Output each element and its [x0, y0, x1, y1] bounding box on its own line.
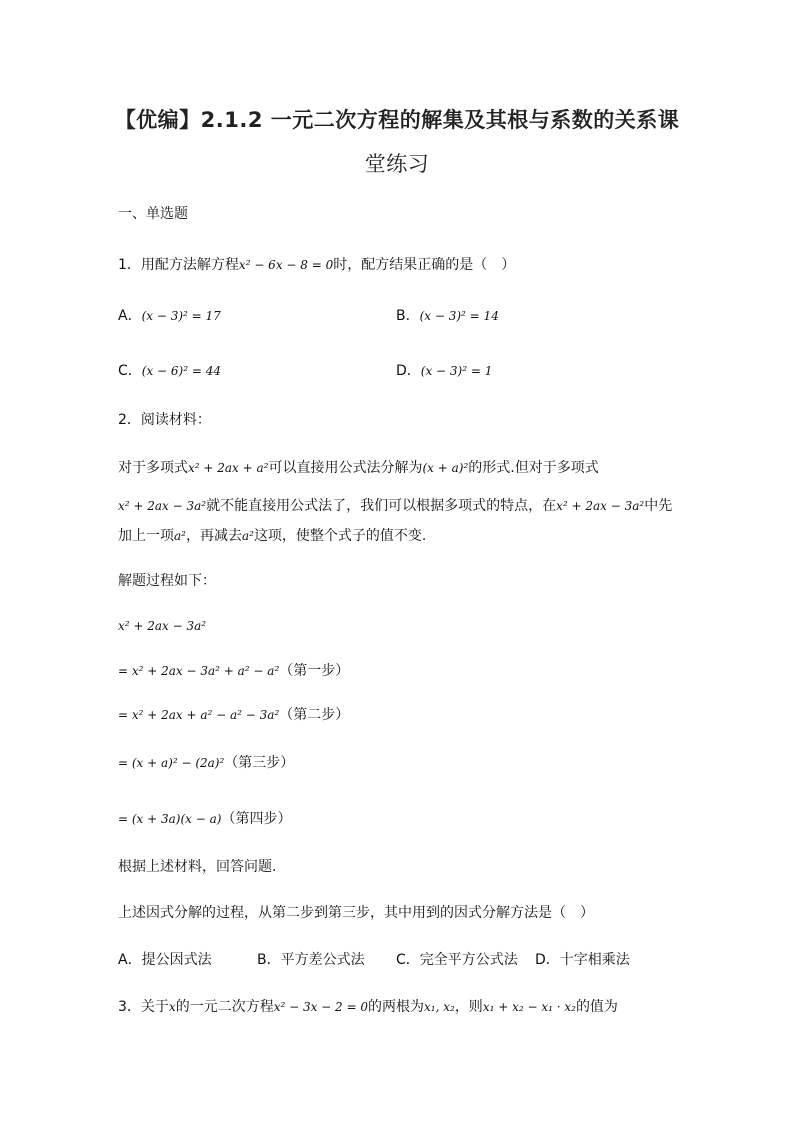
- text-run: 的一元二次方程: [175, 999, 274, 1015]
- text-run: ，再减去: [185, 528, 242, 544]
- section-heading-single-choice: 一、单选题: [118, 206, 188, 222]
- math-expression: a²: [241, 529, 254, 543]
- math-expression: = x² + 2ax + a² − a² − 3a²: [118, 708, 280, 722]
- q1-equation: x² − 6x − 8 = 0: [238, 258, 334, 272]
- option-label: B．: [396, 308, 420, 324]
- q1-option-c[interactable]: [118, 360, 221, 380]
- math-expression: x² + 2ax + a²: [188, 461, 269, 475]
- q2-step-3: [118, 754, 294, 772]
- option-math: (x − 3)² = 1: [420, 364, 493, 378]
- option-label: A．: [118, 952, 142, 968]
- text-run: ，则: [454, 999, 483, 1015]
- question-2-title: 2．阅读材料：: [118, 412, 211, 428]
- option-math: (x − 6)² = 44: [141, 364, 221, 378]
- q2-step-2: [118, 706, 349, 724]
- math-expression: = (x + a)² − (2a)²: [118, 756, 225, 770]
- question-1: [118, 256, 515, 274]
- math-expression: = (x + 3a)(x − a): [118, 812, 222, 826]
- option-label: A．: [118, 308, 142, 324]
- text-run: 3．关于: [118, 999, 169, 1015]
- math-expression: x² − 3x − 2 = 0: [273, 1000, 369, 1014]
- option-text: 平方差公式法: [280, 952, 365, 968]
- q2-option-d[interactable]: [535, 949, 630, 969]
- page-title-continued: 堂练习: [364, 152, 430, 176]
- text-run: 可以直接用公式法分解为: [268, 460, 423, 476]
- option-label: C．: [118, 363, 142, 379]
- text-run: 的值为: [575, 999, 618, 1015]
- text-run: 的形式.但对于多项式: [468, 460, 599, 476]
- q2-paragraph-line-2: [118, 497, 672, 515]
- step-note: （第四步）: [221, 811, 292, 827]
- q2-option-a[interactable]: [118, 949, 212, 969]
- option-text: 提公因式法: [141, 952, 212, 968]
- math-expression: x² + 2ax − 3a²: [556, 499, 645, 513]
- q2-step-0: [118, 617, 206, 635]
- q2-option-c[interactable]: [396, 949, 518, 969]
- math-expression: = x² + 2ax − 3a² + a² − a²: [118, 664, 280, 678]
- q1-option-a[interactable]: [118, 305, 221, 325]
- math-expression: x² + 2ax − 3a²: [118, 619, 207, 633]
- text-run: 的两根为: [368, 999, 425, 1015]
- math-expression: x₁, x₂: [424, 1000, 455, 1014]
- q2-paragraph-line-1: [118, 459, 599, 477]
- q1-option-d[interactable]: [396, 360, 492, 380]
- q2-step-4: [118, 810, 291, 828]
- math-expression: x₁ + x₂ − x₁ · x₂: [482, 1000, 576, 1014]
- q1-suffix: 时，配方结果正确的是（ ）: [333, 257, 516, 273]
- option-label: D．: [535, 952, 560, 968]
- q2-step-1: [118, 662, 349, 680]
- page-title: 【优编】2.1.2 一元二次方程的解集及其根与系数的关系课: [114, 108, 680, 132]
- text-run: 加上一项: [118, 528, 174, 544]
- q2-paragraph-line-3: [118, 527, 426, 545]
- step-note: （第三步）: [224, 755, 295, 771]
- text-run: 就不能直接用公式法了，我们可以根据多项式的特点，在: [206, 498, 557, 514]
- q2-option-b[interactable]: [257, 949, 365, 969]
- math-expression: a²: [174, 529, 186, 543]
- q2-instruction: 根据上述材料，回答问题.: [118, 859, 277, 875]
- text-run: 这项，使整个式子的值不变.: [253, 528, 427, 544]
- option-label: B．: [257, 952, 281, 968]
- math-expression: x: [168, 1000, 176, 1014]
- option-math: (x − 3)² = 17: [141, 309, 221, 323]
- option-text: 十字相乘法: [559, 952, 630, 968]
- text-run: 对于多项式: [118, 460, 188, 476]
- option-label: D．: [396, 363, 421, 379]
- step-note: （第二步）: [279, 707, 350, 723]
- math-expression: (x + a)²: [422, 461, 469, 475]
- q2-process-title: 解题过程如下：: [118, 573, 216, 589]
- q1-option-b[interactable]: [396, 305, 499, 325]
- option-text: 完全平方公式法: [419, 952, 518, 968]
- option-label: C．: [396, 952, 420, 968]
- question-3: [118, 998, 618, 1016]
- text-run: 中先: [644, 498, 673, 514]
- q1-prefix: 1．用配方法解方程: [118, 257, 239, 273]
- q2-question: 上述因式分解的过程，从第二步到第三步，其中用到的因式分解方法是（ ）: [118, 905, 594, 921]
- math-expression: x² + 2ax − 3a²: [118, 499, 207, 513]
- option-math: (x − 3)² = 14: [419, 309, 499, 323]
- step-note: （第一步）: [279, 663, 350, 679]
